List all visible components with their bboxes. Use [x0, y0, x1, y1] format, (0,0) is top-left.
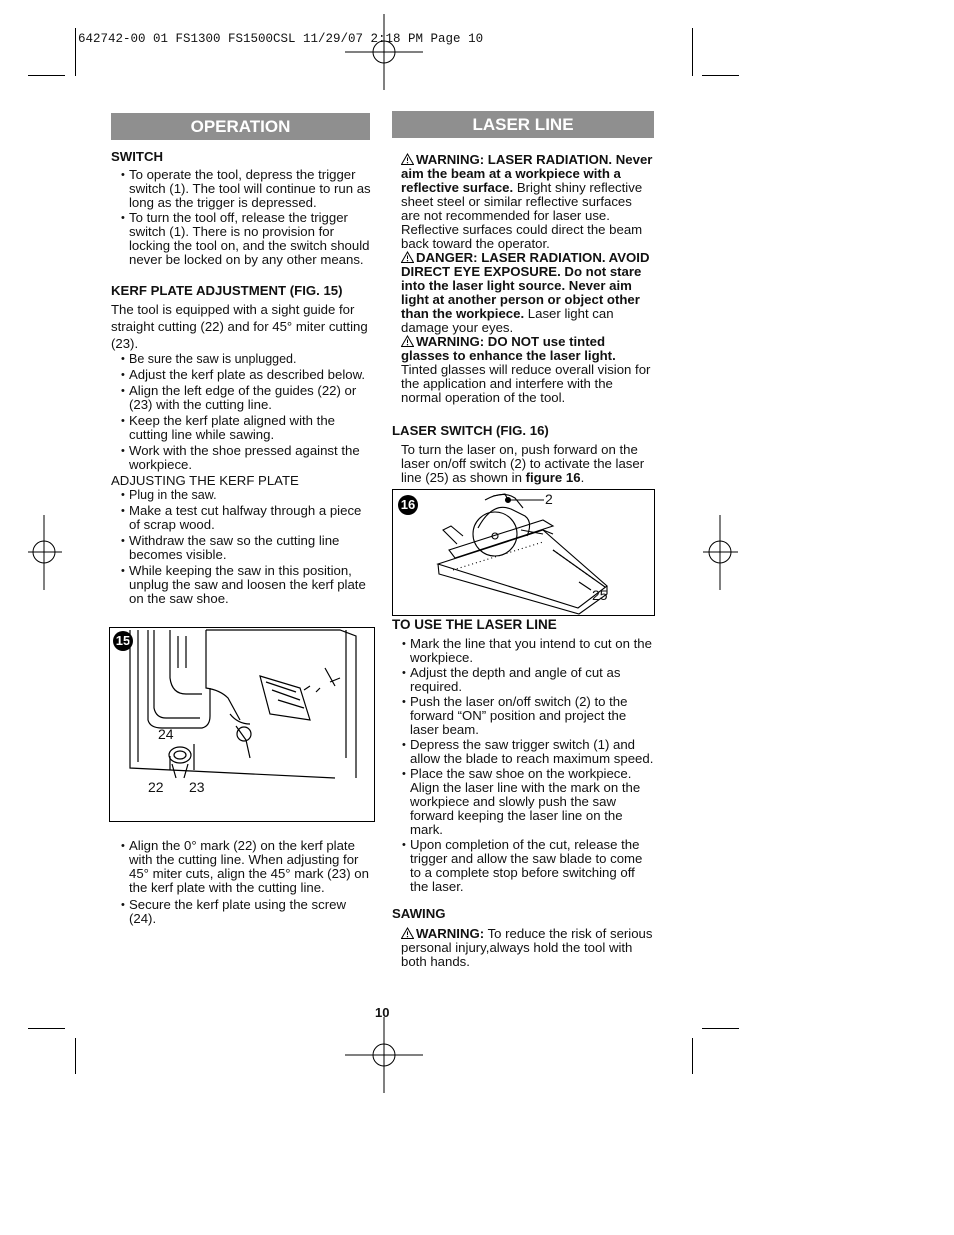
use-laser-heading: TO USE THE LASER LINE	[392, 617, 557, 632]
danger-bold: DANGER: LASER RADIATION. AVOID DIRECT EYE EXPOSURE. Do not stare into the laser light source. Never aim light at another person or object other than the workpiece.	[401, 250, 650, 321]
kerf-bullet: • Work with the shoe pressed against the workpiece.	[111, 444, 373, 472]
section-banner-operation: OPERATION	[111, 113, 370, 140]
sawing-paragraph	[392, 927, 654, 969]
switch-bullet: • To operate the tool, depress the trigger switch (1). The tool will continue to run as long as the trigger is depressed.	[111, 168, 373, 210]
kerf-bullet: • Adjust the kerf plate as described below.	[111, 368, 373, 382]
right-column-use-laser	[392, 618, 654, 969]
use-laser-bullet: • Adjust the depth and angle of cut as required.	[392, 666, 654, 694]
left-column-bottom	[111, 839, 373, 926]
callout-25: 25	[592, 587, 608, 603]
use-laser-bullet: • Upon completion of the cut, release the trigger and allow the saw blade to come to a complete stop before switching off the laser.	[392, 838, 654, 894]
adjusting-bullet: • Plug in the saw.	[111, 488, 373, 502]
figure-15-badge: 15	[113, 631, 133, 651]
figure-16	[392, 489, 655, 616]
laser-switch-text: To turn the laser on, push forward on the laser on/off switch (2) to activate the laser line (25) as shown in	[401, 442, 645, 485]
after-bullet: • Secure the kerf plate using the screw (24).	[111, 898, 373, 926]
danger-text: Laser light can damage your eyes.	[401, 306, 614, 335]
use-laser-bullet: • Place the saw shoe on the workpiece. Align the laser line with the mark on the workpiece and slowly push the saw forward keeping the laser line on the mark.	[392, 767, 654, 837]
switch-heading: SWITCH	[111, 149, 164, 164]
right-column-laser-switch	[392, 424, 654, 485]
switch-bullet: • To turn the tool off, release the trigger switch (1). There is no provision for locking the tool on, and the switch should never be locked on by any other means.	[111, 211, 373, 267]
kerf-bullet: • Be sure the saw is unplugged.	[111, 352, 373, 366]
sawing-warning-bold: WARNING:	[416, 926, 485, 941]
kerf-intro: The tool is equipped with a sight guide for straight cutting (22) and for 45° miter cutting (23).	[111, 302, 368, 351]
adjusting-bullet: • Withdraw the saw so the cutting line becomes visible.	[111, 534, 373, 562]
figure-16-badge: 16	[398, 495, 418, 515]
kerf-heading: KERF PLATE ADJUSTMENT (FIG. 15)	[111, 283, 343, 298]
adjusting-bullet: • While keeping the saw in this position, unplug the saw and loosen the kerf plate on the saw shoe.	[111, 564, 373, 606]
warning-1-bold: WARNING: LASER RADIATION. Never aim the beam at a workpiece with a reflective surface.	[401, 152, 653, 195]
use-laser-bullet: • Depress the saw trigger switch (1) and allow the blade to reach maximum speed.	[392, 738, 654, 766]
laser-switch-heading: LASER SWITCH (FIG. 16)	[392, 423, 549, 438]
laser-switch-fig-ref: figure 16	[525, 470, 581, 485]
circular-saw-laser-illustration	[393, 490, 654, 615]
callout-23: 23	[189, 779, 205, 795]
warning-triangle-icon	[401, 927, 414, 939]
danger-triangle-icon	[401, 251, 414, 263]
warning-triangle-icon	[401, 153, 414, 165]
kerf-bullet: • Align the left edge of the guides (22) or (23) with the cutting line.	[111, 384, 373, 412]
callout-22: 22	[148, 779, 164, 795]
warning-triangle-icon	[401, 335, 414, 347]
callout-24: 24	[158, 726, 174, 742]
page-number: 10	[375, 1005, 390, 1020]
warning-3-text: Tinted glasses will reduce overall vision for the application and interfere with the normal operation of the tool.	[401, 362, 651, 405]
kerf-bullet: • Keep the kerf plate aligned with the cutting line while sawing.	[111, 414, 373, 442]
use-laser-bullet: • Mark the line that you intend to cut on the workpiece.	[392, 637, 654, 665]
sawing-warning-text: To reduce the risk of serious personal injury,always hold the tool with both hands.	[401, 926, 653, 969]
warning-1-text: Bright shiny reflective sheet steel or similar reflective surfaces are not recommended for laser use. Reflective surfaces could direct the beam back toward the operator.	[401, 180, 643, 251]
sawing-heading: SAWING	[392, 906, 446, 921]
figure-15	[109, 627, 375, 822]
right-column-warnings	[401, 153, 654, 405]
left-column	[111, 150, 373, 606]
adjusting-heading: ADJUSTING THE KERF PLATE	[111, 473, 299, 488]
section-banner-laser-line: LASER LINE	[392, 111, 654, 138]
use-laser-bullet: • Push the laser on/off switch (2) to the forward “ON” position and project the laser beam.	[392, 695, 654, 737]
adjusting-bullet: • Make a test cut halfway through a piece of scrap wood.	[111, 504, 373, 532]
after-bullet: • Align the 0° mark (22) on the kerf plate with the cutting line. When adjusting for 45° miter cuts, align the 45° mark (23) on the kerf plate with the cutting line.	[111, 839, 373, 895]
warning-3-bold: WARNING: DO NOT use tinted glasses to enhance the laser light.	[401, 334, 616, 363]
callout-2: 2	[545, 491, 553, 507]
laser-switch-end: .	[580, 470, 585, 485]
laser-switch-paragraph	[392, 443, 654, 485]
print-slug: 642742-00 01 FS1300 FS1500CSL 11/29/07 2:18 PM Page 10	[78, 32, 484, 46]
